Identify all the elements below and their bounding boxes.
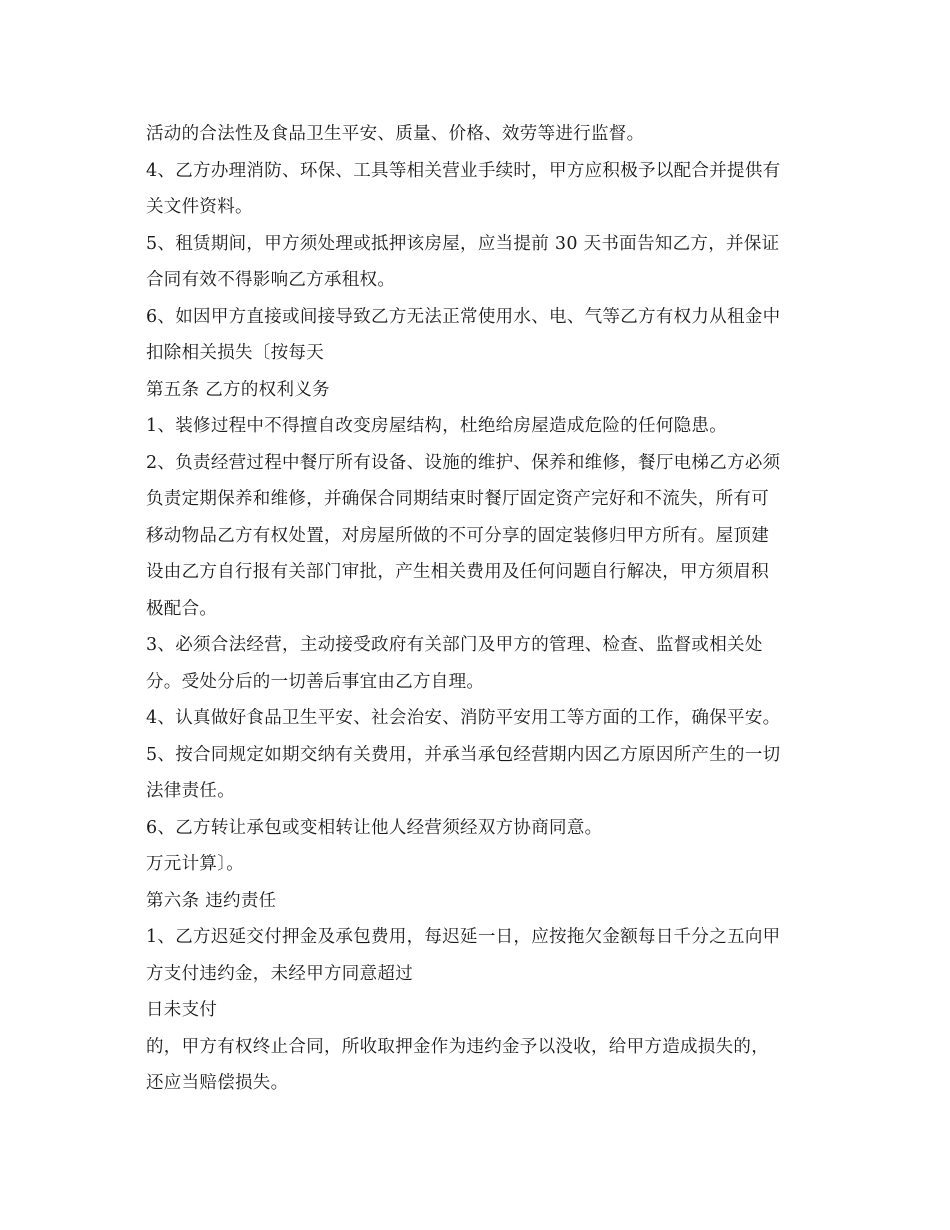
text-line: 6、如因甲方直接或间接导致乙方无法正常使用水、电、气等乙方有权力从租金中 [146, 306, 781, 327]
text-line: 日未支付 [146, 1000, 218, 1020]
text-line: 5、租赁期间，甲方须处理或抵押该房屋，应当提前 30 天书面告知乙方，并保证 [146, 233, 780, 254]
text-line: 负责定期保养和维修，并确保合同期结束时餐厅固定资产完好和不流失，所有可 [146, 489, 769, 509]
text-line: 4、认真做好食品卫生平安、社会治安、消防平安用工等方面的工作，确保平安。 [146, 708, 781, 728]
text-line: 活动的合法性及食品卫生平安、质量、价格、效劳等进行监督。 [146, 124, 645, 144]
text-line: 分。受处分后的一切善后事宜由乙方自理。 [146, 671, 485, 692]
document-body [146, 116, 816, 1102]
section-heading: 第六条 违约责任 [146, 890, 277, 911]
text-line: 的，甲方有权终止合同，所收取押金作为违约金予以没收，给甲方造成损失的， [146, 1036, 769, 1057]
text-line: 2、负责经营过程中餐厅所有设备、设施的维护、保养和维修，餐厅电梯乙方必须 [146, 452, 781, 473]
text-line: 还应当赔偿损失。 [146, 1073, 289, 1093]
text-line: 移动物品乙方有权处置，对房屋所做的不可分享的固定装修归甲方所有。屋顶建 [146, 525, 769, 546]
section-heading: 第五条 乙方的权利义务 [146, 379, 330, 400]
text-line: 极配合。 [146, 598, 218, 619]
text-line: 扣除相关损失〔按每天 [146, 343, 324, 363]
text-line: 4、乙方办理消防、环保、工具等相关营业手续时，甲方应积极予以配合并提供有 [146, 160, 781, 181]
text-line: 设由乙方自行报有关部门审批，产生相关费用及任何问题自行解决，甲方须眉积 [146, 562, 769, 582]
text-line: 1、乙方迟延交付押金及承包费用，每迟延一日，应按拖欠金额每日千分之五向甲 [146, 927, 781, 947]
text-line: 5、按合同规定如期交纳有关费用，并承当承包经营期内因乙方原因所产生的一切 [146, 744, 781, 765]
text-line: 方支付违约金，未经甲方同意超过 [146, 963, 413, 984]
text-line: 1、装修过程中不得擅自改变房屋结构，杜绝给房屋造成危险的任何隐患。 [146, 416, 728, 436]
text-line: 合同有效不得影响乙方承租权。 [146, 270, 396, 290]
text-line: 3、必须合法经营，主动接受政府有关部门及甲方的管理、检查、监督或相关处 [146, 635, 763, 655]
text-line: 关文件资料。 [146, 197, 253, 217]
text-line: 法律责任。 [146, 781, 235, 801]
text-line: 万元计算〕。 [146, 854, 245, 874]
text-line: 6、乙方转让承包或变相转让他人经营须经双方协商同意。 [146, 817, 603, 838]
